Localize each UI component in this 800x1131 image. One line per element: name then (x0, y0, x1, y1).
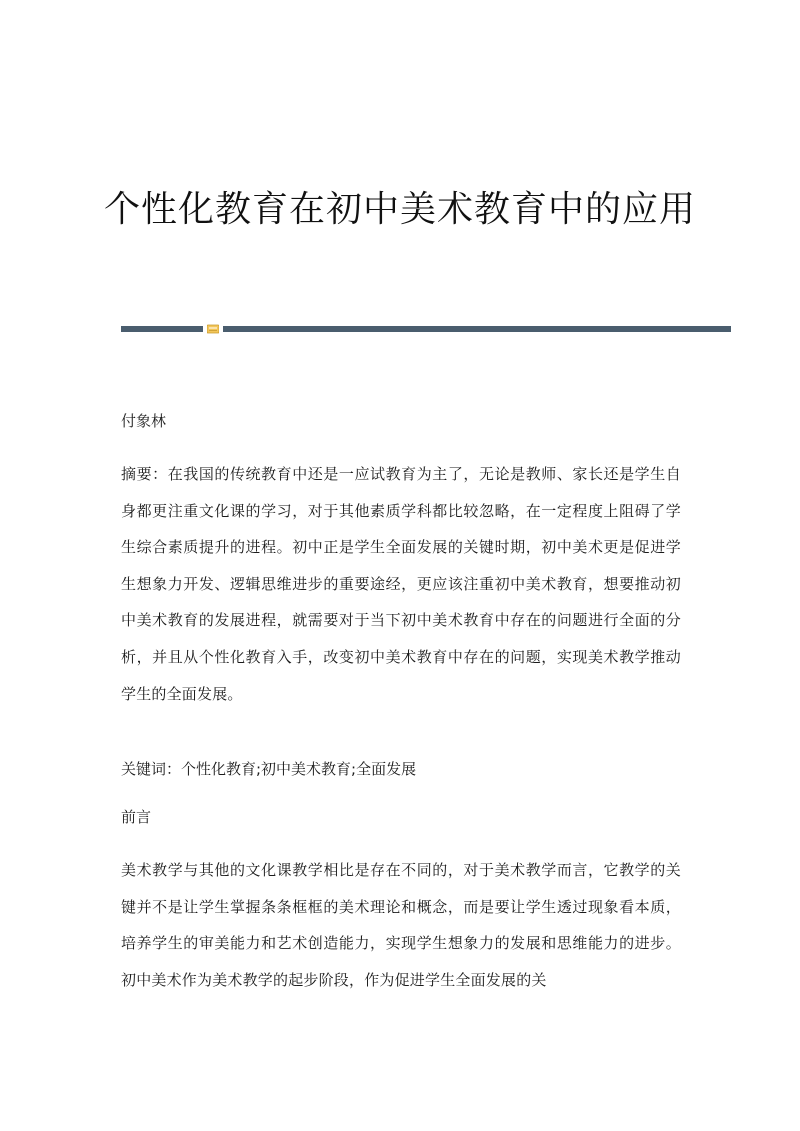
pencil-icon (207, 324, 219, 334)
preface-paragraph: 美术教学与其他的文化课教学相比是存在不同的，对于美术教学而言，它教学的关键并不是让学生掌握条条框框的美术理论和概念，而是要让学生透过现象看本质，培养学生的审美能力和艺术创造能力，实现学生想象力的发展和思维能力的进步。初中美术作为美术教学的起步阶段，作为促进学生全面发展的关 (121, 861, 681, 989)
divider-bar-left (121, 326, 203, 332)
keywords-line: 关键词：个性化教育;初中美术教育;全面发展 (121, 760, 417, 778)
author-name: 付象林 (121, 412, 167, 430)
abstract-paragraph: 摘要：在我国的传统教育中还是一应试教育为主了，无论是教师、家长还是学生自身都更注重文化课的学习，对于其他素质学科都比较忽略，在一定程度上阻碍了学生综合素质提升的进程。初中正是学生全面发展的关键时期，初中美术更是促进学生想象力开发、逻辑思维进步的重要途经，更应该注重初中美术教育，想要推动初中美术教育的发展进程，就需要对于当下初中美术教育中存在的问题进行全面的分析，并且从个性化教育入手，改变初中美术教育中存在的问题，实现美术教学推动学生的全面发展。 (121, 465, 681, 703)
divider-bar-right (223, 326, 731, 332)
page-title: 个性化教育在初中美术教育中的应用 (103, 189, 696, 230)
preface-heading: 前言 (121, 808, 152, 826)
title-divider (121, 324, 731, 334)
